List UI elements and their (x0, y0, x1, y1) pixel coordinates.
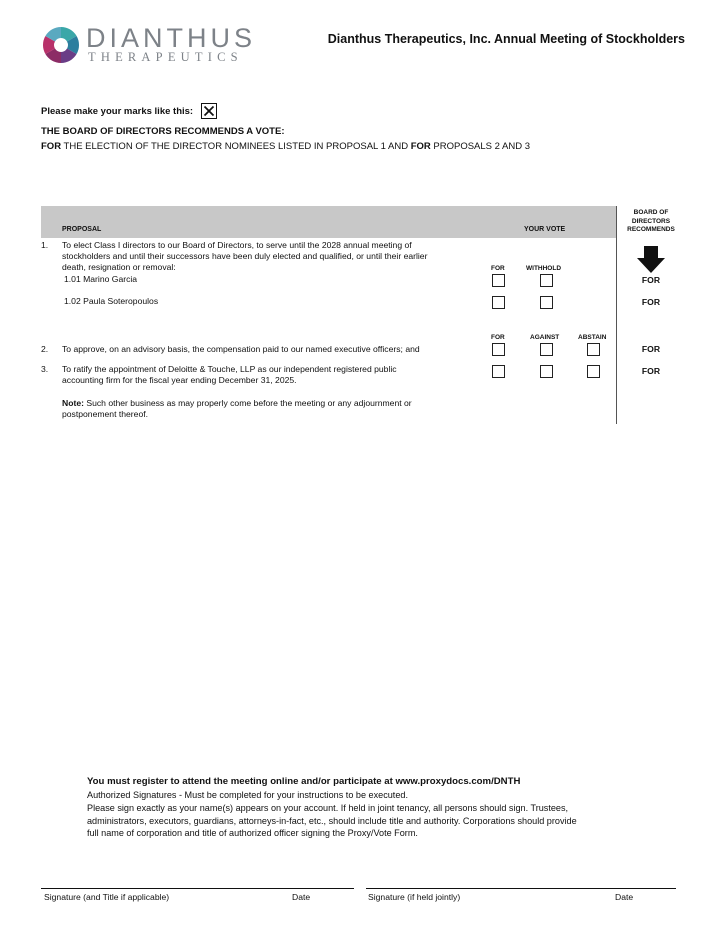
dianthus-logo-icon (41, 25, 81, 65)
date-1-label: Date (292, 892, 311, 902)
proposal-3-against-checkbox[interactable] (540, 365, 553, 378)
signature-line-1[interactable] (41, 888, 354, 889)
proposal-2-for-checkbox[interactable] (492, 343, 505, 356)
column-divider (616, 206, 617, 424)
x-mark-icon (202, 104, 216, 118)
nominee-2-for-checkbox[interactable] (492, 296, 505, 309)
label-against: AGAINST (530, 334, 560, 341)
down-arrow-icon (636, 246, 666, 274)
proposal-1-text: To elect Class I directors to our Board of Directors, to serve until the 2028 annual meeting of stockholders and until their successors have been duly elected and qualified, or until their earlier death, resignation or removal: (62, 240, 428, 272)
proposal-3-abstain-checkbox[interactable] (587, 365, 600, 378)
nominee-1-recommendation: FOR (641, 275, 661, 285)
marks-instruction: Please make your marks like this: (41, 106, 194, 117)
proposal-3-number: 3. (41, 364, 49, 374)
proposal-2-against-checkbox[interactable] (540, 343, 553, 356)
date-2-label: Date (615, 892, 634, 902)
nominee-1-withhold-checkbox[interactable] (540, 274, 553, 287)
proposal-2-abstain-checkbox[interactable] (587, 343, 600, 356)
proposal-2-number: 2. (41, 344, 49, 354)
col-proposal: PROPOSAL (62, 226, 102, 233)
signature-line-2[interactable] (366, 888, 676, 889)
signature-2-label: Signature (if held jointly) (368, 892, 461, 902)
proposal-2-recommendation: FOR (641, 344, 661, 354)
proposal-3-text: To ratify the appointment of Deloitte & Touche, LLP as our independent registered public accounting firm for the fiscal year ending December 31, 2025. (62, 364, 397, 385)
proposal-1-number: 1. (41, 240, 49, 250)
table-header-band (41, 206, 616, 238)
label-for: FOR (491, 265, 505, 272)
col-board-recommends: BOARD OF DIRECTORS RECOMMENDS (627, 209, 675, 233)
proposal-3-for-checkbox[interactable] (492, 365, 505, 378)
logo-name: DIANTHUS (86, 23, 257, 53)
signature-1-label: Signature (and Title if applicable) (44, 892, 170, 902)
logo-subtitle: THERAPEUTICS (88, 50, 243, 64)
page-title: Dianthus Therapeutics, Inc. Annual Meeting of Stockholders (327, 32, 685, 46)
nominee-2-name: 1.02 Paula Soteropoulos (64, 296, 159, 306)
col-your-vote: YOUR VOTE (524, 226, 566, 233)
sign-instructions: Please sign exactly as your name(s) appears on your account. If held in joint tenancy, all persons should sign. Trustees, administrators, executors, guardians, attorneys-in-fact, etc., should include title and authority. Corporations should provide full name of corporation and title of authorized officer signing the Proxy/Vote Form. (87, 803, 577, 838)
mark-example-box (201, 103, 217, 119)
proposal-2-text: To approve, on an advisory basis, the compensation paid to our named executive officers; and (62, 344, 420, 354)
nominee-1-for-checkbox[interactable] (492, 274, 505, 287)
nominee-1-name: 1.01 Marino Garcia (64, 274, 138, 284)
register-notice: You must register to attend the meeting online and/or participate at www.proxydocs.com/DNTH (87, 776, 521, 787)
label-withhold: WITHHOLD (526, 265, 562, 272)
label-abstain: ABSTAIN (578, 334, 607, 341)
board-recommends-heading: THE BOARD OF DIRECTORS RECOMMENDS A VOTE: (41, 126, 285, 137)
proposal-3-recommendation: FOR (641, 366, 661, 376)
authorized-signatures-text: Authorized Signatures - Must be completed for your instructions to be executed. (87, 790, 408, 800)
nominee-2-recommendation: FOR (641, 297, 661, 307)
nominee-2-withhold-checkbox[interactable] (540, 296, 553, 309)
label-for-2: FOR (491, 334, 505, 341)
board-recommends-detail: FOR THE ELECTION OF THE DIRECTOR NOMINEES LISTED IN PROPOSAL 1 AND FOR PROPOSALS 2 AND 3 (41, 141, 531, 152)
note-text: Note: Such other business as may properly come before the meeting or any adjournment or postponement thereof. (62, 398, 412, 419)
